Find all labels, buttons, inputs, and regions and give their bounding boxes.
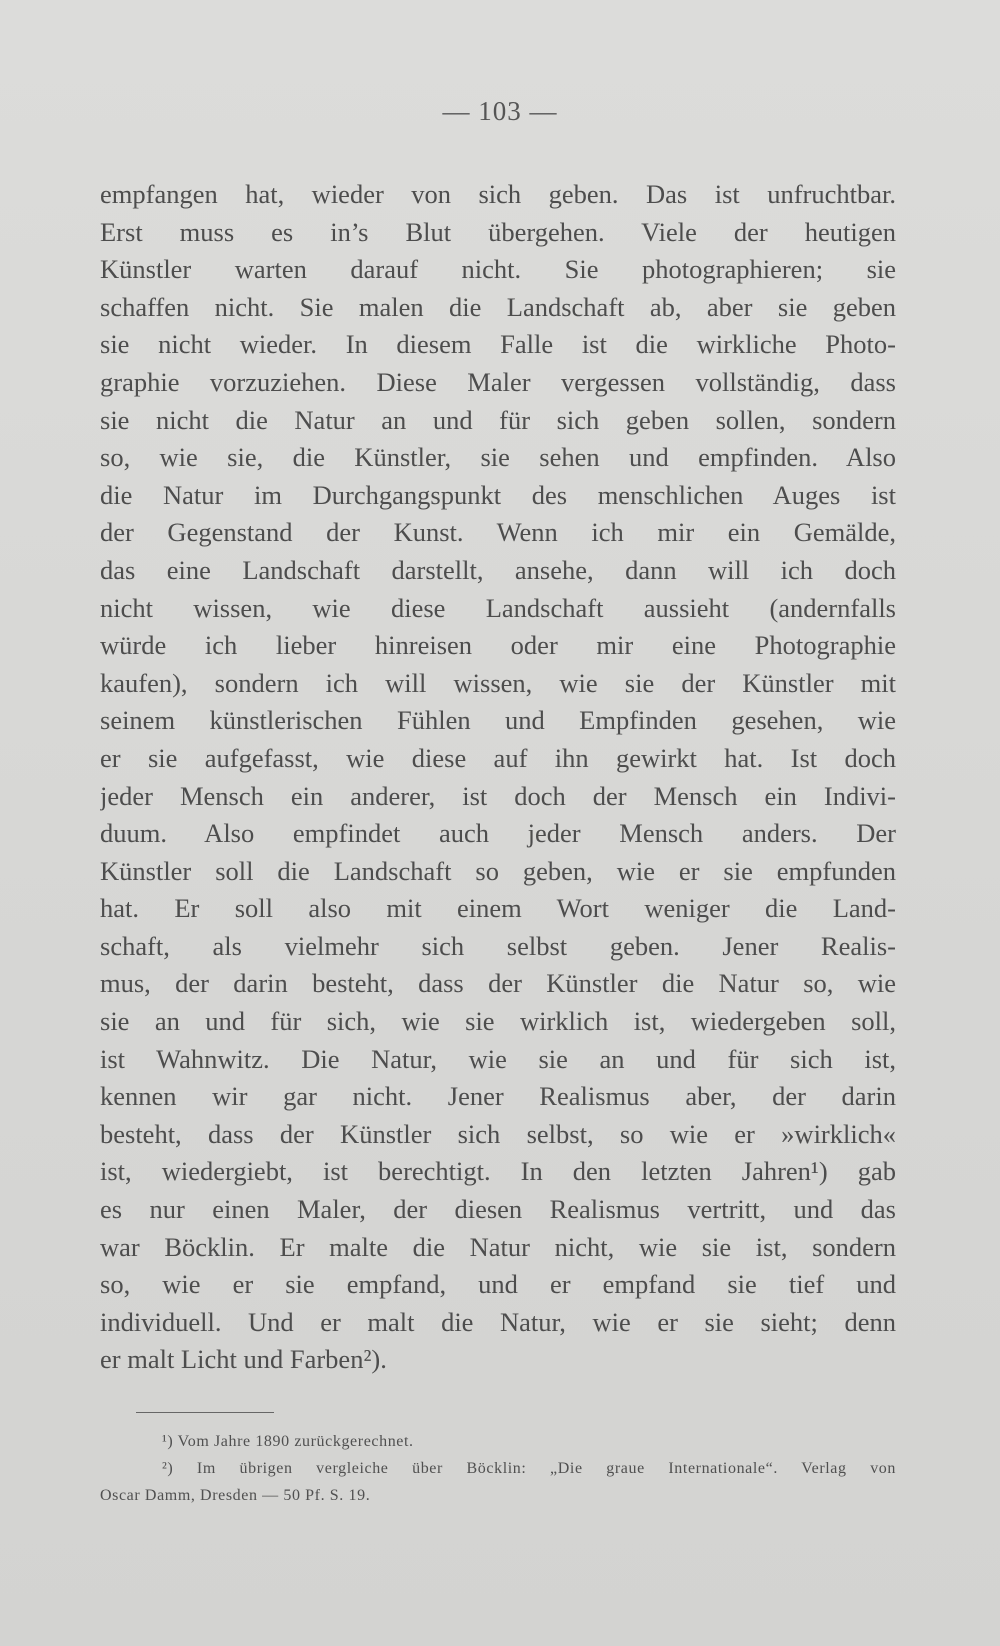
text-line: es nur einen Maler, der diesen Realismus vertritt, und das (100, 1194, 896, 1225)
text-line: das eine Landschaft darstellt, ansehe, dann will ich doch (100, 554, 896, 585)
text-line: Künstler soll die Landschaft so geben, wie er sie empfunden (100, 855, 896, 886)
text-line: war Böcklin. Er malte die Natur nicht, wie sie ist, sondern (100, 1231, 896, 1262)
text-line: hat. Er soll also mit einem Wort weniger die Land- (100, 893, 896, 924)
text-line: Künstler warten darauf nicht. Sie photographieren; sie (100, 254, 896, 285)
footnote-1: ¹) Vom Jahre 1890 zurückgerechnet. (162, 1433, 414, 1450)
footnote-2: ²) Im übrigen vergleiche über Böcklin: „Die graue Internationale“. Verlag von (162, 1460, 896, 1477)
text-line: kaufen), sondern ich will wissen, wie sie der Künstler mit (100, 667, 896, 698)
text-line: so, wie er sie empfand, und er empfand sie tief und (100, 1269, 896, 1300)
text-line: jeder Mensch ein anderer, ist doch der Mensch ein Indivi- (100, 780, 896, 811)
text-line: die Natur im Durchgangspunkt des menschlichen Auges ist (100, 479, 896, 510)
text-line: schaft, als vielmehr sich selbst geben. Jener Realis- (100, 930, 896, 961)
text-line: schaffen nicht. Sie malen die Landschaft ab, aber sie geben (100, 291, 896, 322)
text-line: besteht, dass der Künstler sich selbst, so wie er »wirklich« (100, 1118, 896, 1149)
text-line: sie nicht wieder. In diesem Falle ist die wirkliche Photo- (100, 329, 896, 360)
text-line: nicht wissen, wie diese Landschaft aussieht (andernfalls (100, 592, 896, 623)
footnote-2-continued: Oscar Damm, Dresden — 50 Pf. S. 19. (100, 1487, 371, 1504)
text-line: würde ich lieber hinreisen oder mir eine Photographie (100, 630, 896, 661)
text-line: ist Wahnwitz. Die Natur, wie sie an und für sich ist, (100, 1043, 896, 1074)
text-line: individuell. Und er malt die Natur, wie er sie sieht; denn (100, 1306, 896, 1337)
body-text (100, 176, 896, 1379)
text-line: empfangen hat, wieder von sich geben. Das ist unfruchtbar. (100, 179, 896, 209)
footnote-divider (136, 1412, 274, 1413)
text-line: sie nicht die Natur an und für sich geben sollen, sondern (100, 404, 896, 435)
text-line: Erst muss es in’s Blut übergehen. Viele der heutigen (100, 216, 896, 247)
text-line: seinem künstlerischen Fühlen und Empfinden gesehen, wie (100, 705, 896, 736)
text-line: er sie aufgefasst, wie diese auf ihn gewirkt hat. Ist doch (100, 742, 896, 773)
text-line: der Gegenstand der Kunst. Wenn ich mir ein Gemälde, (100, 517, 896, 548)
text-line: er malt Licht und Farben²). (100, 1344, 387, 1375)
footnotes (100, 1428, 896, 1509)
text-line: duum. Also empfindet auch jeder Mensch anders. Der (100, 818, 896, 849)
text-line: mus, der darin besteht, dass der Künstler die Natur so, wie (100, 968, 896, 999)
text-line: graphie vorzuziehen. Diese Maler vergessen vollständig, dass (100, 366, 896, 397)
page-number: — 103 — (442, 96, 558, 126)
text-line: kennen wir gar nicht. Jener Realismus aber, der darin (100, 1081, 896, 1112)
text-line: so, wie sie, die Künstler, sie sehen und empfinden. Also (100, 442, 896, 473)
text-line: sie an und für sich, wie sie wirklich ist, wiedergeben soll, (100, 1006, 896, 1037)
text-line: ist, wiedergiebt, ist berechtigt. In den letzten Jahren¹) gab (100, 1156, 896, 1187)
